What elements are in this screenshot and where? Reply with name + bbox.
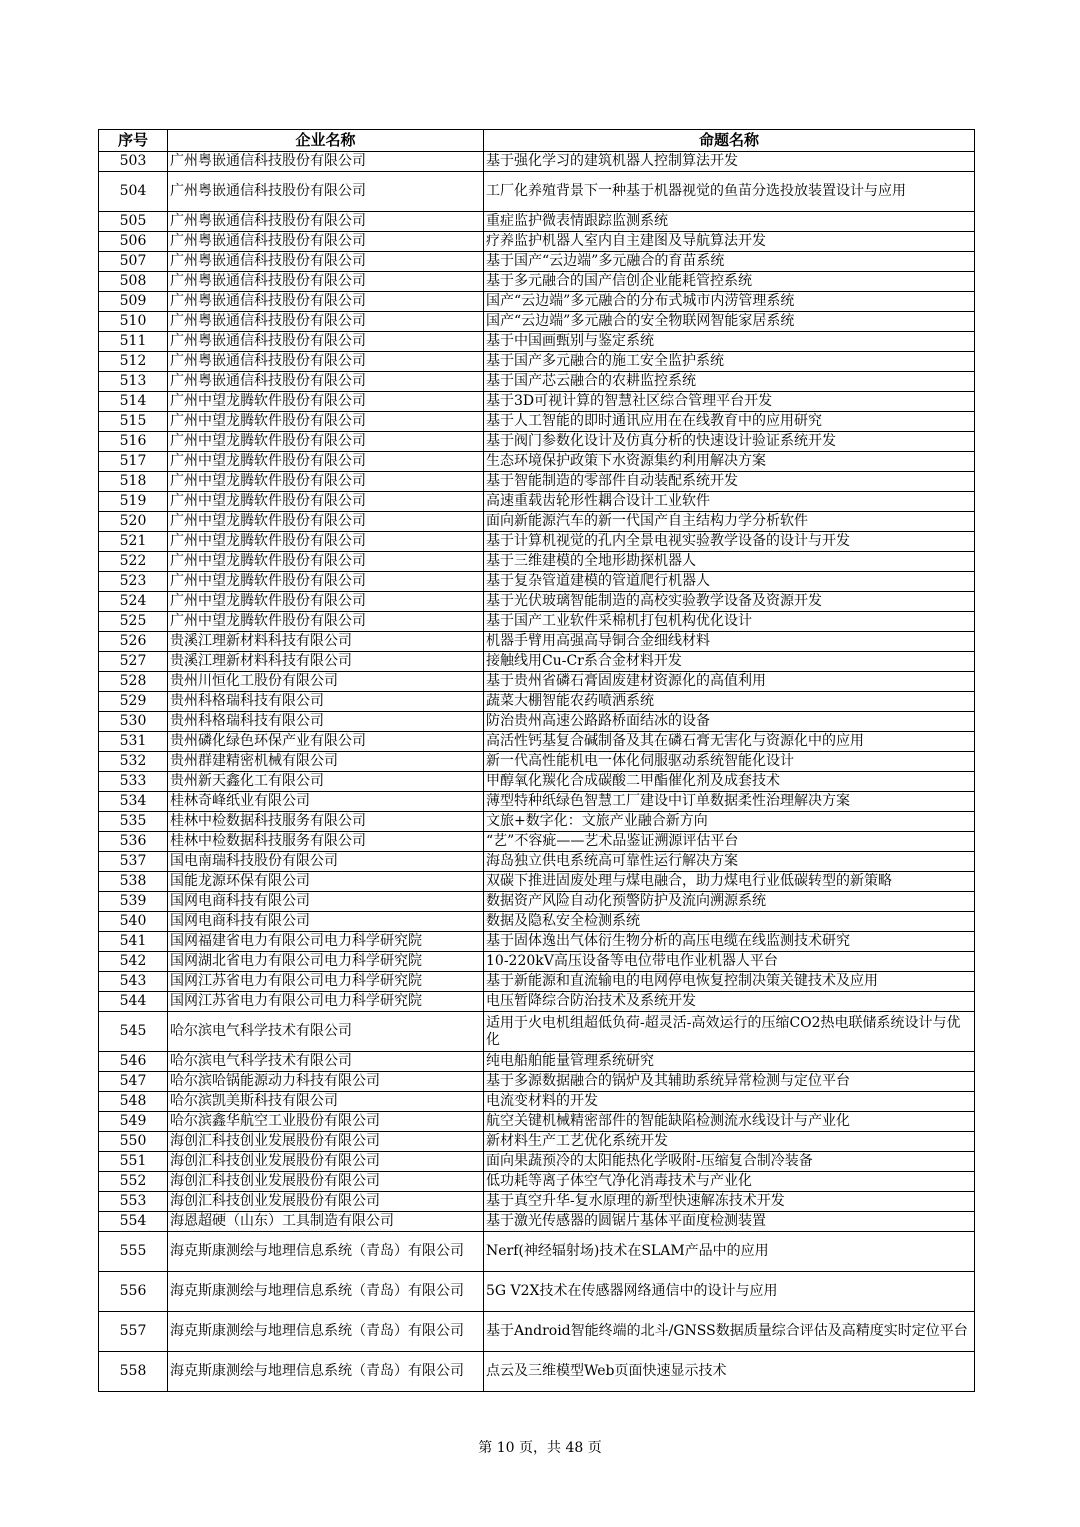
table-row <box>99 1212 975 1232</box>
row-index: 553 <box>99 1192 168 1212</box>
table-row <box>99 932 975 952</box>
row-company: 海克斯康测绘与地理信息系统（青岛）有限公司 <box>168 1312 484 1352</box>
table-row <box>99 532 975 552</box>
row-company: 广州中望龙腾软件股份有限公司 <box>168 572 484 592</box>
table-row <box>99 712 975 732</box>
table-body <box>99 152 975 1392</box>
row-company: 广州粤嵌通信科技股份有限公司 <box>168 172 484 212</box>
table-row <box>99 1092 975 1112</box>
row-company: 广州中望龙腾软件股份有限公司 <box>168 612 484 632</box>
row-index: 510 <box>99 312 168 332</box>
row-topic: 基于新能源和直流输电的电网停电恢复控制决策关键技术及应用 <box>484 972 975 992</box>
table-row <box>99 972 975 992</box>
row-index: 550 <box>99 1132 168 1152</box>
table-row <box>99 892 975 912</box>
row-topic: 薄型特种纸绿色智慧工厂建设中订单数据柔性治理解决方案 <box>484 792 975 812</box>
row-company: 哈尔滨凯美斯科技有限公司 <box>168 1092 484 1112</box>
row-index: 548 <box>99 1092 168 1112</box>
table-row <box>99 172 975 212</box>
table-row <box>99 772 975 792</box>
row-company: 国网江苏省电力有限公司电力科学研究院 <box>168 992 484 1012</box>
table-row <box>99 492 975 512</box>
row-topic: 基于激光传感器的圆锯片基体平面度检测装置 <box>484 1212 975 1232</box>
row-index: 555 <box>99 1232 168 1272</box>
row-index: 503 <box>99 152 168 172</box>
row-index: 542 <box>99 952 168 972</box>
table-row <box>99 692 975 712</box>
row-topic: Nerf(神经辐射场)技术在SLAM产品中的应用 <box>484 1232 975 1272</box>
row-index: 515 <box>99 412 168 432</box>
table-row <box>99 592 975 612</box>
row-index: 544 <box>99 992 168 1012</box>
row-company: 广州粤嵌通信科技股份有限公司 <box>168 252 484 272</box>
row-company: 海克斯康测绘与地理信息系统（青岛）有限公司 <box>168 1232 484 1272</box>
row-index: 537 <box>99 852 168 872</box>
row-topic: 基于智能制造的零部件自动装配系统开发 <box>484 472 975 492</box>
row-company: 海创汇科技创业发展股份有限公司 <box>168 1132 484 1152</box>
row-topic: 点云及三维模型Web页面快速显示技术 <box>484 1352 975 1392</box>
row-index: 541 <box>99 932 168 952</box>
table-row <box>99 432 975 452</box>
row-index: 536 <box>99 832 168 852</box>
page-footer: 第 10 页，共 48 页 <box>478 1440 602 1456</box>
row-company: 广州中望龙腾软件股份有限公司 <box>168 592 484 612</box>
row-topic: 基于阀门参数化设计及仿真分析的快速设计验证系统开发 <box>484 432 975 452</box>
row-topic: 基于光伏玻璃智能制造的高校实验教学设备及资源开发 <box>484 592 975 612</box>
table-row <box>99 1052 975 1072</box>
row-index: 505 <box>99 212 168 232</box>
row-company: 国能龙源环保有限公司 <box>168 872 484 892</box>
table-row <box>99 1112 975 1132</box>
table-row <box>99 1312 975 1352</box>
row-index: 538 <box>99 872 168 892</box>
row-topic: 基于计算机视觉的孔内全景电视实验教学设备的设计与开发 <box>484 532 975 552</box>
project-table <box>98 129 975 1392</box>
row-index: 526 <box>99 632 168 652</box>
row-company: 广州粤嵌通信科技股份有限公司 <box>168 272 484 292</box>
header-topic: 命题名称 <box>484 130 975 152</box>
row-company: 广州粤嵌通信科技股份有限公司 <box>168 152 484 172</box>
row-topic: 海岛独立供电系统高可靠性运行解决方案 <box>484 852 975 872</box>
row-index: 540 <box>99 912 168 932</box>
table-row <box>99 1272 975 1312</box>
row-topic: 基于中国画甄别与鉴定系统 <box>484 332 975 352</box>
row-company: 贵州群建精密机械有限公司 <box>168 752 484 772</box>
header-index: 序号 <box>99 130 168 152</box>
row-company: 广州中望龙腾软件股份有限公司 <box>168 512 484 532</box>
row-topic: 数据及隐私安全检测系统 <box>484 912 975 932</box>
row-topic: 基于贵州省磷石膏固废建材资源化的高值利用 <box>484 672 975 692</box>
row-company: 贵州川恒化工股份有限公司 <box>168 672 484 692</box>
row-company: 广州中望龙腾软件股份有限公司 <box>168 552 484 572</box>
row-topic: 防治贵州高速公路路桥面结冰的设备 <box>484 712 975 732</box>
row-topic: 航空关键机械精密部件的智能缺陷检测流水线设计与产业化 <box>484 1112 975 1132</box>
row-company: 国网江苏省电力有限公司电力科学研究院 <box>168 972 484 992</box>
row-index: 554 <box>99 1212 168 1232</box>
row-index: 504 <box>99 172 168 212</box>
row-topic: 双碳下推进固废处理与煤电融合，助力煤电行业低碳转型的新策略 <box>484 872 975 892</box>
row-topic: 纯电船舶能量管理系统研究 <box>484 1052 975 1072</box>
table-row <box>99 1352 975 1392</box>
row-topic: 基于多元融合的国产信创企业能耗管控系统 <box>484 272 975 292</box>
row-topic: 疗养监护机器人室内自主建图及导航算法开发 <box>484 232 975 252</box>
row-topic: 基于国产芯云融合的农耕监控系统 <box>484 372 975 392</box>
row-index: 519 <box>99 492 168 512</box>
table-row <box>99 472 975 492</box>
row-topic: 基于人工智能的即时通讯应用在在线教育中的应用研究 <box>484 412 975 432</box>
table-row <box>99 572 975 592</box>
row-topic: 甲醇氧化羰化合成碳酸二甲酯催化剂及成套技术 <box>484 772 975 792</box>
table-row <box>99 1152 975 1172</box>
table-row <box>99 732 975 752</box>
table-row <box>99 1012 975 1052</box>
table-row <box>99 812 975 832</box>
row-company: 海克斯康测绘与地理信息系统（青岛）有限公司 <box>168 1272 484 1312</box>
table-row <box>99 1232 975 1272</box>
row-company: 国网电商科技有限公司 <box>168 912 484 932</box>
row-index: 530 <box>99 712 168 732</box>
table-row <box>99 872 975 892</box>
table-row <box>99 152 975 172</box>
table-row <box>99 512 975 532</box>
row-company: 广州粤嵌通信科技股份有限公司 <box>168 352 484 372</box>
table-row <box>99 912 975 932</box>
table-row <box>99 632 975 652</box>
table-row <box>99 672 975 692</box>
row-index: 547 <box>99 1072 168 1092</box>
row-topic: 工厂化养殖背景下一种基于机器视觉的鱼苗分选投放装置设计与应用 <box>484 172 975 212</box>
row-topic: 基于国产多元融合的施工安全监护系统 <box>484 352 975 372</box>
row-company: 哈尔滨电气科学技术有限公司 <box>168 1052 484 1072</box>
row-topic: 基于强化学习的建筑机器人控制算法开发 <box>484 152 975 172</box>
row-index: 534 <box>99 792 168 812</box>
row-index: 549 <box>99 1112 168 1132</box>
row-topic: 基于国产工业软件采棉机打包机构优化设计 <box>484 612 975 632</box>
row-topic: 基于复杂管道建模的管道爬行机器人 <box>484 572 975 592</box>
row-index: 514 <box>99 392 168 412</box>
row-topic: 文旅+数字化：文旅产业融合新方向 <box>484 812 975 832</box>
row-index: 517 <box>99 452 168 472</box>
row-index: 557 <box>99 1312 168 1352</box>
row-company: 国电南瑞科技股份有限公司 <box>168 852 484 872</box>
row-company: 广州中望龙腾软件股份有限公司 <box>168 392 484 412</box>
row-topic: 低功耗等离子体空气净化消毒技术与产业化 <box>484 1172 975 1192</box>
table-row <box>99 372 975 392</box>
row-topic: 基于Android智能终端的北斗/GNSS数据质量综合评估及高精度实时定位平台 <box>484 1312 975 1352</box>
row-topic: 基于3D可视计算的智慧社区综合管理平台开发 <box>484 392 975 412</box>
row-company: 桂林中检数据科技服务有限公司 <box>168 832 484 852</box>
table-row <box>99 232 975 252</box>
table-row <box>99 1132 975 1152</box>
row-topic: 生态环境保护政策下水资源集约利用解决方案 <box>484 452 975 472</box>
row-company: 广州粤嵌通信科技股份有限公司 <box>168 212 484 232</box>
row-index: 558 <box>99 1352 168 1392</box>
row-index: 520 <box>99 512 168 532</box>
row-topic: 面向果蔬预冷的太阳能热化学吸附-压缩复合制冷装备 <box>484 1152 975 1172</box>
row-company: 广州粤嵌通信科技股份有限公司 <box>168 232 484 252</box>
row-company: 桂林中检数据科技服务有限公司 <box>168 812 484 832</box>
row-company: 贵州新天鑫化工有限公司 <box>168 772 484 792</box>
row-topic: 接触线用Cu-Cr系合金材料开发 <box>484 652 975 672</box>
row-company: 广州粤嵌通信科技股份有限公司 <box>168 312 484 332</box>
row-index: 523 <box>99 572 168 592</box>
row-index: 508 <box>99 272 168 292</box>
row-topic: 基于三维建模的全地形勘探机器人 <box>484 552 975 572</box>
row-index: 521 <box>99 532 168 552</box>
row-company: 海创汇科技创业发展股份有限公司 <box>168 1172 484 1192</box>
row-topic: 蔬菜大棚智能农药喷洒系统 <box>484 692 975 712</box>
row-index: 546 <box>99 1052 168 1072</box>
row-company: 海恩超硬（山东）工具制造有限公司 <box>168 1212 484 1232</box>
table-row <box>99 1192 975 1212</box>
row-index: 545 <box>99 1012 168 1052</box>
table-header-row <box>99 130 975 152</box>
row-company: 贵州科格瑞科技有限公司 <box>168 692 484 712</box>
row-company: 哈尔滨哈锅能源动力科技有限公司 <box>168 1072 484 1092</box>
row-index: 533 <box>99 772 168 792</box>
row-topic: 国产“云边端”多元融合的分布式城市内涝管理系统 <box>484 292 975 312</box>
row-company: 贵溪江理新材料科技有限公司 <box>168 632 484 652</box>
row-index: 529 <box>99 692 168 712</box>
row-topic: 国产“云边端”多元融合的安全物联网智能家居系统 <box>484 312 975 332</box>
table-row <box>99 952 975 972</box>
row-index: 525 <box>99 612 168 632</box>
row-topic: 机器手臂用高强高导铜合金细线材料 <box>484 632 975 652</box>
row-company: 海创汇科技创业发展股份有限公司 <box>168 1192 484 1212</box>
row-company: 国网电商科技有限公司 <box>168 892 484 912</box>
table-row <box>99 1072 975 1092</box>
row-company: 广州中望龙腾软件股份有限公司 <box>168 492 484 512</box>
row-topic: 重症监护微表情跟踪监测系统 <box>484 212 975 232</box>
row-topic: 高速重载齿轮形性耦合设计工业软件 <box>484 492 975 512</box>
row-topic: 基于固体逸出气体衍生物分析的高压电缆在线监测技术研究 <box>484 932 975 952</box>
table-row <box>99 852 975 872</box>
table-row <box>99 792 975 812</box>
row-index: 516 <box>99 432 168 452</box>
header-company: 企业名称 <box>168 130 484 152</box>
row-company: 广州中望龙腾软件股份有限公司 <box>168 452 484 472</box>
table-row <box>99 992 975 1012</box>
table-row <box>99 832 975 852</box>
row-company: 海克斯康测绘与地理信息系统（青岛）有限公司 <box>168 1352 484 1392</box>
table-row <box>99 392 975 412</box>
row-company: 广州粤嵌通信科技股份有限公司 <box>168 372 484 392</box>
row-company: 海创汇科技创业发展股份有限公司 <box>168 1152 484 1172</box>
row-company: 广州中望龙腾软件股份有限公司 <box>168 412 484 432</box>
row-index: 507 <box>99 252 168 272</box>
table-row <box>99 332 975 352</box>
row-topic: “艺”不容疵——艺术品鉴证溯源评估平台 <box>484 832 975 852</box>
row-company: 哈尔滨鑫华航空工业股份有限公司 <box>168 1112 484 1132</box>
row-company: 贵州科格瑞科技有限公司 <box>168 712 484 732</box>
row-index: 528 <box>99 672 168 692</box>
row-index: 543 <box>99 972 168 992</box>
row-topic: 新一代高性能机电一体化伺服驱动系统智能化设计 <box>484 752 975 772</box>
row-topic: 基于真空升华-复水原理的新型快速解冻技术开发 <box>484 1192 975 1212</box>
table-row <box>99 272 975 292</box>
table-row <box>99 212 975 232</box>
row-company: 桂林奇峰纸业有限公司 <box>168 792 484 812</box>
row-topic: 新材料生产工艺优化系统开发 <box>484 1132 975 1152</box>
row-topic: 电压暂降综合防治技术及系统开发 <box>484 992 975 1012</box>
row-index: 512 <box>99 352 168 372</box>
table-row <box>99 752 975 772</box>
row-topic: 适用于火电机组超低负荷-超灵活-高效运行的压缩CO2热电联储系统设计与优化 <box>484 1012 975 1052</box>
row-index: 532 <box>99 752 168 772</box>
row-company: 广州中望龙腾软件股份有限公司 <box>168 532 484 552</box>
row-company: 广州中望龙腾软件股份有限公司 <box>168 432 484 452</box>
table-row <box>99 412 975 432</box>
row-topic: 电流变材料的开发 <box>484 1092 975 1112</box>
row-topic: 基于国产“云边端”多元融合的育苗系统 <box>484 252 975 272</box>
row-index: 551 <box>99 1152 168 1172</box>
table-row <box>99 1172 975 1192</box>
row-topic: 10-220kV高压设备等电位带电作业机器人平台 <box>484 952 975 972</box>
row-company: 广州中望龙腾软件股份有限公司 <box>168 472 484 492</box>
row-topic: 面向新能源汽车的新一代国产自主结构力学分析软件 <box>484 512 975 532</box>
table-row <box>99 652 975 672</box>
row-topic: 5G V2X技术在传感器网络通信中的设计与应用 <box>484 1272 975 1312</box>
row-topic: 高活性钙基复合碱制备及其在磷石膏无害化与资源化中的应用 <box>484 732 975 752</box>
row-index: 509 <box>99 292 168 312</box>
row-index: 552 <box>99 1172 168 1192</box>
row-company: 贵溪江理新材料科技有限公司 <box>168 652 484 672</box>
row-index: 527 <box>99 652 168 672</box>
row-company: 广州粤嵌通信科技股份有限公司 <box>168 292 484 312</box>
row-company: 广州粤嵌通信科技股份有限公司 <box>168 332 484 352</box>
table-row <box>99 312 975 332</box>
table-row <box>99 452 975 472</box>
row-index: 518 <box>99 472 168 492</box>
table-row <box>99 292 975 312</box>
row-index: 524 <box>99 592 168 612</box>
row-topic: 基于多源数据融合的锅炉及其辅助系统异常检测与定位平台 <box>484 1072 975 1092</box>
row-index: 511 <box>99 332 168 352</box>
row-company: 哈尔滨电气科学技术有限公司 <box>168 1012 484 1052</box>
row-index: 513 <box>99 372 168 392</box>
row-company: 国网湖北省电力有限公司电力科学研究院 <box>168 952 484 972</box>
row-index: 535 <box>99 812 168 832</box>
row-company: 国网福建省电力有限公司电力科学研究院 <box>168 932 484 952</box>
table-row <box>99 252 975 272</box>
row-index: 539 <box>99 892 168 912</box>
row-topic: 数据资产风险自动化预警防护及流向溯源系统 <box>484 892 975 912</box>
table-row <box>99 352 975 372</box>
table-row <box>99 552 975 572</box>
row-index: 531 <box>99 732 168 752</box>
row-index: 522 <box>99 552 168 572</box>
row-company: 贵州磷化绿色环保产业有限公司 <box>168 732 484 752</box>
row-index: 506 <box>99 232 168 252</box>
table-row <box>99 612 975 632</box>
row-index: 556 <box>99 1272 168 1312</box>
